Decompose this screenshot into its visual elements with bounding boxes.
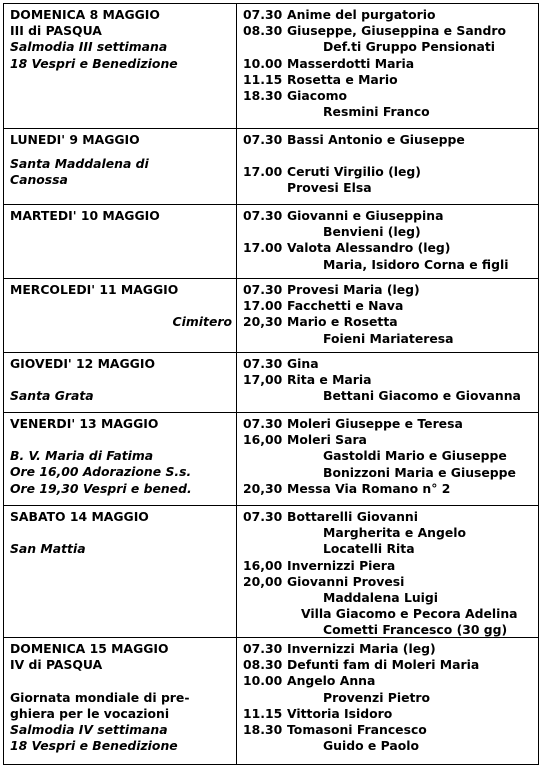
- mass-entry: [243, 657, 534, 673]
- day-note: IV di PASQUA: [10, 657, 103, 673]
- day-title: VENERDI' 13 MAGGIO: [10, 416, 159, 431]
- day-note: Ore 19,30 Vespri e bened.: [10, 480, 192, 496]
- mass-intention: Rita e Maria: [287, 372, 372, 388]
- mass-intention: Cometti Francesco (30 gg): [323, 622, 508, 638]
- schedule-row: [4, 4, 538, 129]
- mass-entry-continued: [243, 465, 534, 481]
- mass-intention: Gastoldi Mario e Giuseppe: [323, 448, 507, 464]
- mass-time: 07.30: [243, 208, 283, 223]
- mass-intention: Villa Giacomo e Pecora Adelina: [301, 606, 518, 622]
- mass-entry-continued: [243, 622, 534, 638]
- day-note: Cimitero: [172, 314, 232, 330]
- mass-entry-continued: [243, 257, 534, 273]
- day-note: Canossa: [10, 172, 68, 188]
- mass-entry: [243, 481, 534, 497]
- mass-intention: Giovanni e Giuseppina: [287, 208, 444, 223]
- mass-intention: Foieni Mariateresa: [323, 330, 454, 346]
- mass-time: 18.30: [243, 722, 283, 738]
- mass-time: 08.30: [243, 23, 283, 39]
- day-title: GIOVEDI' 12 MAGGIO: [10, 356, 155, 371]
- mass-intention: Locatelli Rita: [323, 541, 415, 557]
- mass-intention: Invernizzi Piera: [287, 557, 396, 573]
- day-title: SABATO 14 MAGGIO: [10, 509, 149, 524]
- schedule-row: [4, 129, 538, 205]
- masses-cell: [237, 506, 538, 637]
- mass-time: 07.30: [243, 7, 283, 22]
- mass-entry: [243, 574, 534, 590]
- mass-entry: [243, 164, 534, 180]
- mass-intention: Guido e Paolo: [323, 738, 420, 754]
- day-title: LUNEDI' 9 MAGGIO: [10, 132, 140, 147]
- mass-intention: Giovanni Provesi: [287, 573, 405, 589]
- mass-entry: [243, 641, 534, 657]
- mass-time: 07.30: [243, 641, 283, 656]
- schedule-row: [4, 413, 538, 506]
- day-note: ghiera per le vocazioni: [10, 705, 170, 721]
- mass-intention: Bonizzoni Maria e Giuseppe: [323, 464, 516, 480]
- mass-time: 11.15: [243, 705, 283, 721]
- mass-time: 11.15: [243, 71, 283, 87]
- mass-intention: Anime del purgatorio: [287, 7, 436, 22]
- mass-time: 20,00: [243, 573, 283, 589]
- mass-time: 07.30: [243, 132, 283, 147]
- mass-entry: [243, 132, 534, 148]
- mass-time: 18.30: [243, 88, 283, 104]
- mass-entry: [243, 282, 534, 298]
- day-note: III di PASQUA: [10, 23, 102, 39]
- mass-intention: Mario e Rosetta: [287, 314, 398, 330]
- mass-intention: Moleri Giuseppe e Teresa: [287, 416, 463, 431]
- mass-intention: Resmini Franco: [323, 104, 430, 120]
- mass-intention: Tomasoni Francesco: [287, 722, 427, 738]
- schedule-row: [4, 279, 538, 353]
- mass-intention: Angelo Anna: [287, 673, 376, 689]
- day-note: [10, 673, 232, 689]
- mass-entry: [243, 298, 534, 314]
- mass-intention: Provenzi Pietro: [323, 689, 431, 705]
- mass-time: 17,00: [243, 372, 283, 388]
- mass-entry-continued: [243, 104, 534, 120]
- mass-time: 20,30: [243, 480, 283, 496]
- mass-entry: [243, 673, 534, 689]
- day-title: DOMENICA 15 MAGGIO: [10, 641, 169, 656]
- mass-intention: Def.ti Gruppo Pensionati: [323, 39, 496, 55]
- mass-time: 17.00: [243, 298, 283, 314]
- mass-entry: [243, 56, 534, 72]
- mass-entry-continued: [243, 525, 534, 541]
- day-cell: [4, 506, 237, 637]
- day-cell: [4, 4, 237, 128]
- day-note: San Mattia: [10, 541, 86, 557]
- day-note: Giornata mondiale di pre-: [10, 689, 190, 705]
- mass-intention: Masserdotti Maria: [287, 55, 415, 71]
- mass-entry: [243, 432, 534, 448]
- mass-intention: Defunti fam di Moleri Maria: [287, 657, 480, 673]
- mass-entry: [243, 208, 534, 224]
- mass-entry: [243, 558, 534, 574]
- mass-intention: Invernizzi Maria (leg): [287, 641, 436, 656]
- day-title: MERCOLEDI' 11 MAGGIO: [10, 282, 179, 297]
- day-note: 18 Vespri e Benedizione: [10, 55, 178, 71]
- masses-cell: [237, 353, 538, 412]
- mass-entry-continued: [243, 224, 534, 240]
- day-note: Santa Grata: [10, 388, 94, 404]
- mass-intention: Messa Via Romano n° 2: [287, 480, 451, 496]
- mass-intention: Gina: [287, 356, 319, 371]
- mass-entry-continued: [243, 541, 534, 557]
- mass-intention: Giuseppe, Giuseppina e Sandro: [287, 23, 506, 39]
- mass-intention: Facchetti e Nava: [287, 298, 404, 314]
- mass-intention: Maddalena Luigi: [323, 590, 439, 606]
- mass-intention: Maria, Isidoro Corna e figli: [323, 256, 509, 272]
- mass-time: 10.00: [243, 673, 283, 689]
- mass-intention: Ceruti Virgilio (leg): [287, 164, 421, 180]
- mass-time: 16,00: [243, 557, 283, 573]
- mass-intention: Giacomo: [287, 88, 348, 104]
- mass-time: 07.30: [243, 356, 283, 371]
- masses-cell: [237, 279, 538, 352]
- mass-entry-continued: [243, 331, 534, 347]
- mass-entry-continued: [243, 606, 534, 622]
- day-note: 18 Vespri e Benedizione: [10, 738, 178, 754]
- mass-intention: Margherita e Angelo: [323, 525, 467, 541]
- day-cell: [4, 279, 237, 352]
- day-title: MARTEDI' 10 MAGGIO: [10, 208, 160, 223]
- mass-intention: Bassi Antonio e Giuseppe: [287, 132, 465, 147]
- schedule-row: [4, 353, 538, 413]
- mass-entry: [243, 72, 534, 88]
- mass-entry: [243, 314, 534, 330]
- mass-intention: Provesi Maria (leg): [287, 282, 420, 297]
- mass-entry: [243, 722, 534, 738]
- mass-entry-continued: [243, 738, 534, 754]
- mass-time: 16,00: [243, 432, 283, 448]
- mass-intention: Vittoria Isidoro: [287, 705, 393, 721]
- masses-cell: [237, 4, 538, 128]
- schedule-row: [4, 506, 538, 638]
- mass-entry: [243, 416, 534, 432]
- day-note: Salmodia IV settimana: [10, 722, 168, 737]
- mass-entry-continued: [243, 590, 534, 606]
- mass-entry-continued: [243, 388, 534, 404]
- mass-entry-continued: [243, 39, 534, 55]
- mass-time: 17.00: [243, 240, 283, 256]
- mass-entry: [243, 509, 534, 525]
- schedule-row: [4, 638, 538, 764]
- mass-entry: [243, 7, 534, 23]
- mass-entry-continued: [243, 448, 534, 464]
- masses-cell: [237, 638, 538, 764]
- mass-time: 10.00: [243, 55, 283, 71]
- masses-cell: [237, 413, 538, 505]
- mass-entry: [243, 240, 534, 256]
- mass-entry: [243, 356, 534, 372]
- mass-intention: Bottarelli Giovanni: [287, 509, 418, 524]
- mass-entry: [243, 706, 534, 722]
- mass-time: 07.30: [243, 509, 283, 524]
- mass-time: 20,30: [243, 314, 283, 330]
- mass-intention: Bettani Giacomo e Giovanna: [323, 388, 521, 404]
- mass-intention: Provesi Elsa: [287, 180, 372, 196]
- mass-time: 07.30: [243, 282, 283, 297]
- mass-intention: Valota Alessandro (leg): [287, 240, 451, 256]
- day-cell: [4, 638, 237, 764]
- mass-schedule-table: [3, 3, 539, 765]
- day-note: Ore 16,00 Adorazione S.s.: [10, 464, 192, 480]
- day-cell: [4, 205, 237, 278]
- masses-cell: [237, 129, 538, 204]
- mass-intention: Benvieni (leg): [323, 224, 421, 240]
- masses-cell: [237, 205, 538, 278]
- day-note: Santa Maddalena di: [10, 156, 149, 172]
- mass-time: 17.00: [243, 164, 283, 180]
- mass-entry-continued: [243, 690, 534, 706]
- mass-entry: [243, 88, 534, 104]
- day-cell: [4, 413, 237, 505]
- mass-entry-continued: [243, 180, 534, 196]
- day-cell: [4, 353, 237, 412]
- schedule-row: [4, 205, 538, 279]
- mass-intention: Rosetta e Mario: [287, 71, 398, 87]
- mass-time: 08.30: [243, 657, 283, 673]
- day-cell: [4, 129, 237, 204]
- day-note: B. V. Maria di Fatima: [10, 448, 154, 464]
- mass-intention: Moleri Sara: [287, 432, 367, 448]
- mass-entry: [243, 372, 534, 388]
- day-title: DOMENICA 8 MAGGIO: [10, 7, 160, 22]
- day-note: Salmodia III settimana: [10, 39, 168, 55]
- mass-time: 07.30: [243, 416, 283, 431]
- mass-entry: [243, 23, 534, 39]
